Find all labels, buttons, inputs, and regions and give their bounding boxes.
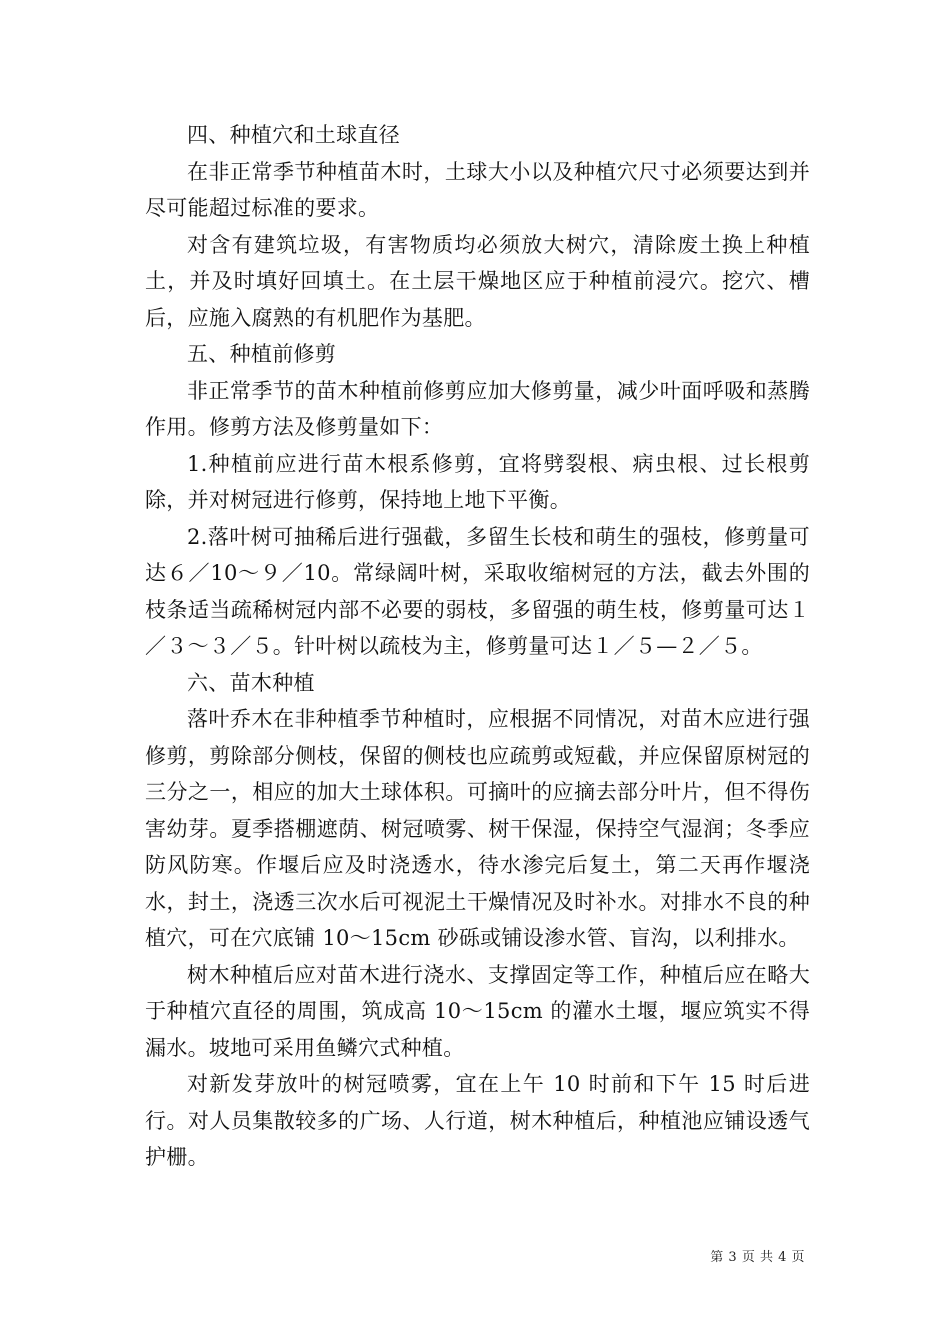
page-number-footer: 第 3 页 共 4 页 xyxy=(710,1250,805,1265)
paragraph: 对含有建筑垃圾，有害物质均必须放大树穴，清除废土换上种植土，并及时填好回填土。在土层干燥地区应于种植前浸穴。挖穴、槽后，应施入腐熟的有机肥作为基肥。 xyxy=(145,232,810,330)
paragraph: 对新发芽放叶的树冠喷雾，宜在上午 10 时前和下午 15 时后进行。对人员集散较多的广场、人行道，树木种植后，种植池应铺设透气护栅。 xyxy=(145,1072,810,1169)
paragraph-list-item-1: 1.种植前应进行苗木根系修剪，宜将劈裂根、病虫根、过长根剪除，并对树冠进行修剪，保持地上地下平衡。 xyxy=(145,451,810,512)
paragraph: 在非正常季节种植苗木时，土球大小以及种植穴尺寸必须要达到并尽可能超过标准的要求。 xyxy=(145,159,810,220)
paragraph: 落叶乔木在非种植季节种植时，应根据不同情况，对苗木应进行强修剪，剪除部分侧枝，保留的侧枝也应疏剪或短截，并应保留原树冠的三分之一，相应的加大土球体积。可摘叶的应摘去部分叶片，但不得伤害幼芽。夏季搭棚遮荫、树冠喷雾、树干保湿，保持空气湿润；冬季应防风防寒。作堰后应及时浇透水，待水渗完后复土，第二天再作堰浇水，封土，浇透三次水后可视泥土干燥情况及时补水。对排水不良的种植穴，可在穴底铺 10～15cm 砂砾或铺设渗水管、盲沟，以利排水。 xyxy=(145,707,810,950)
paragraph: 树木种植后应对苗木进行浇水、支撑固定等工作，种植后应在略大于种植穴直径的周围，筑成高 10～15cm 的灌水土堰，堰应筑实不得漏水。坡地可采用鱼鳞穴式种植。 xyxy=(145,962,810,1060)
document-body xyxy=(145,117,810,1176)
section-heading-4: 四、种植穴和土球直径 xyxy=(187,123,400,147)
section-heading-6: 六、苗木种植 xyxy=(187,670,315,695)
paragraph: 非正常季节的苗木种植前修剪应加大修剪量，减少叶面呼吸和蒸腾作用。修剪方法及修剪量如下： xyxy=(145,378,810,439)
section-heading-5: 五、种植前修剪 xyxy=(187,342,337,366)
paragraph-list-item-2: 2.落叶树可抽稀后进行强截，多留生长枝和萌生的强枝，修剪量可达６／10～９／10。常绿阔叶树，采取收缩树冠的方法，截去外围的枝条适当疏稀树冠内部不必要的弱枝，多留强的萌生枝，修剪量可达１／３～３／５。针叶树以疏枝为主，修剪量可达１／５—２／５。 xyxy=(145,524,810,658)
